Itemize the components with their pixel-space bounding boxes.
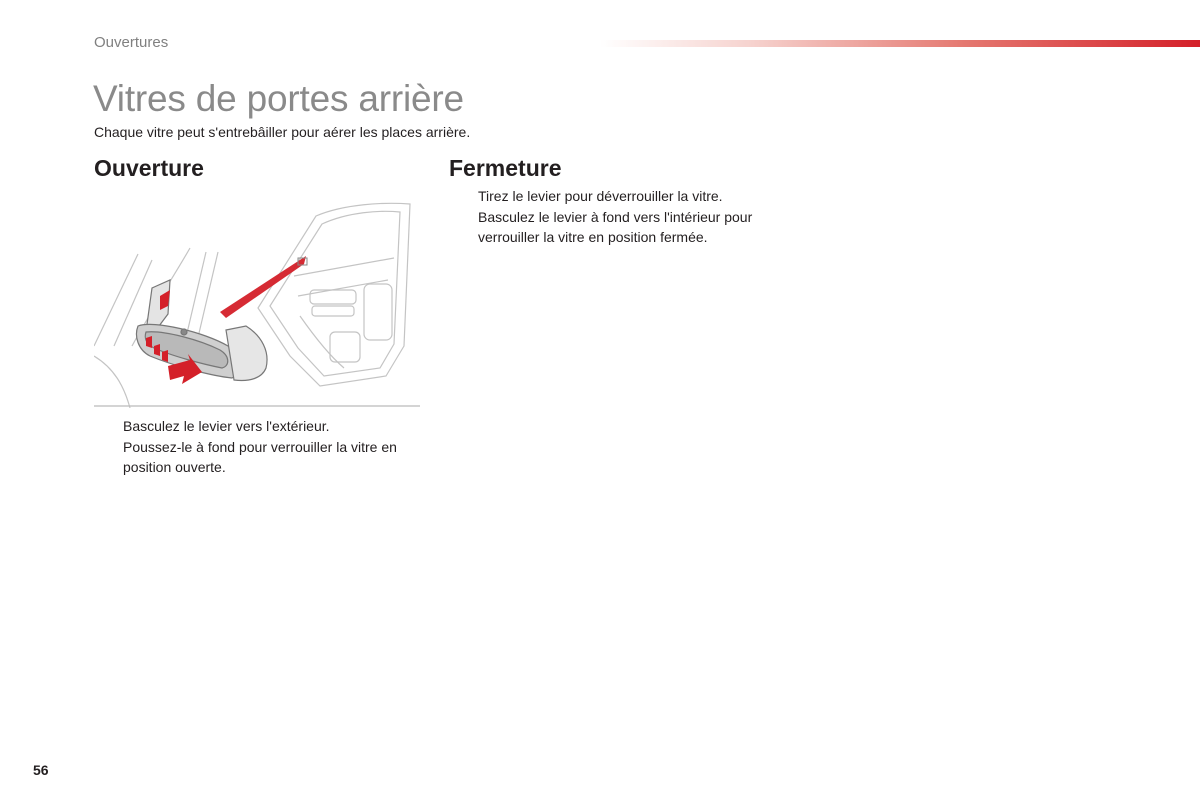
header-accent-bar bbox=[600, 40, 1200, 47]
opening-step bbox=[94, 416, 414, 437]
closing-heading: Fermeture bbox=[449, 155, 562, 181]
closing-step-text: Basculez le levier à fond vers l'intérieur pour verrouiller la vitre en position fermée. bbox=[478, 208, 753, 245]
opening-step-text: Basculez le levier vers l'extérieur. bbox=[123, 418, 330, 434]
window-latch-opening-illustration bbox=[94, 196, 420, 408]
intro-text: Chaque vitre peut s'entrebâiller pour aérer les places arrière. bbox=[94, 124, 471, 140]
closing-step-text: Tirez le levier pour déverrouiller la vitre. bbox=[478, 188, 723, 204]
opening-step bbox=[94, 437, 414, 478]
closing-step bbox=[449, 207, 779, 248]
closing-steps-list bbox=[449, 186, 779, 248]
header-section-title: Ouvertures bbox=[94, 34, 169, 51]
page-title: Vitres de portes arrière bbox=[93, 78, 464, 119]
closing-step bbox=[449, 186, 779, 207]
opening-step-text: Poussez-le à fond pour verrouiller la vitre en position ouverte. bbox=[123, 438, 397, 475]
opening-steps-list bbox=[94, 416, 414, 478]
opening-heading: Ouverture bbox=[94, 155, 204, 181]
page-number: 56 bbox=[33, 762, 49, 778]
